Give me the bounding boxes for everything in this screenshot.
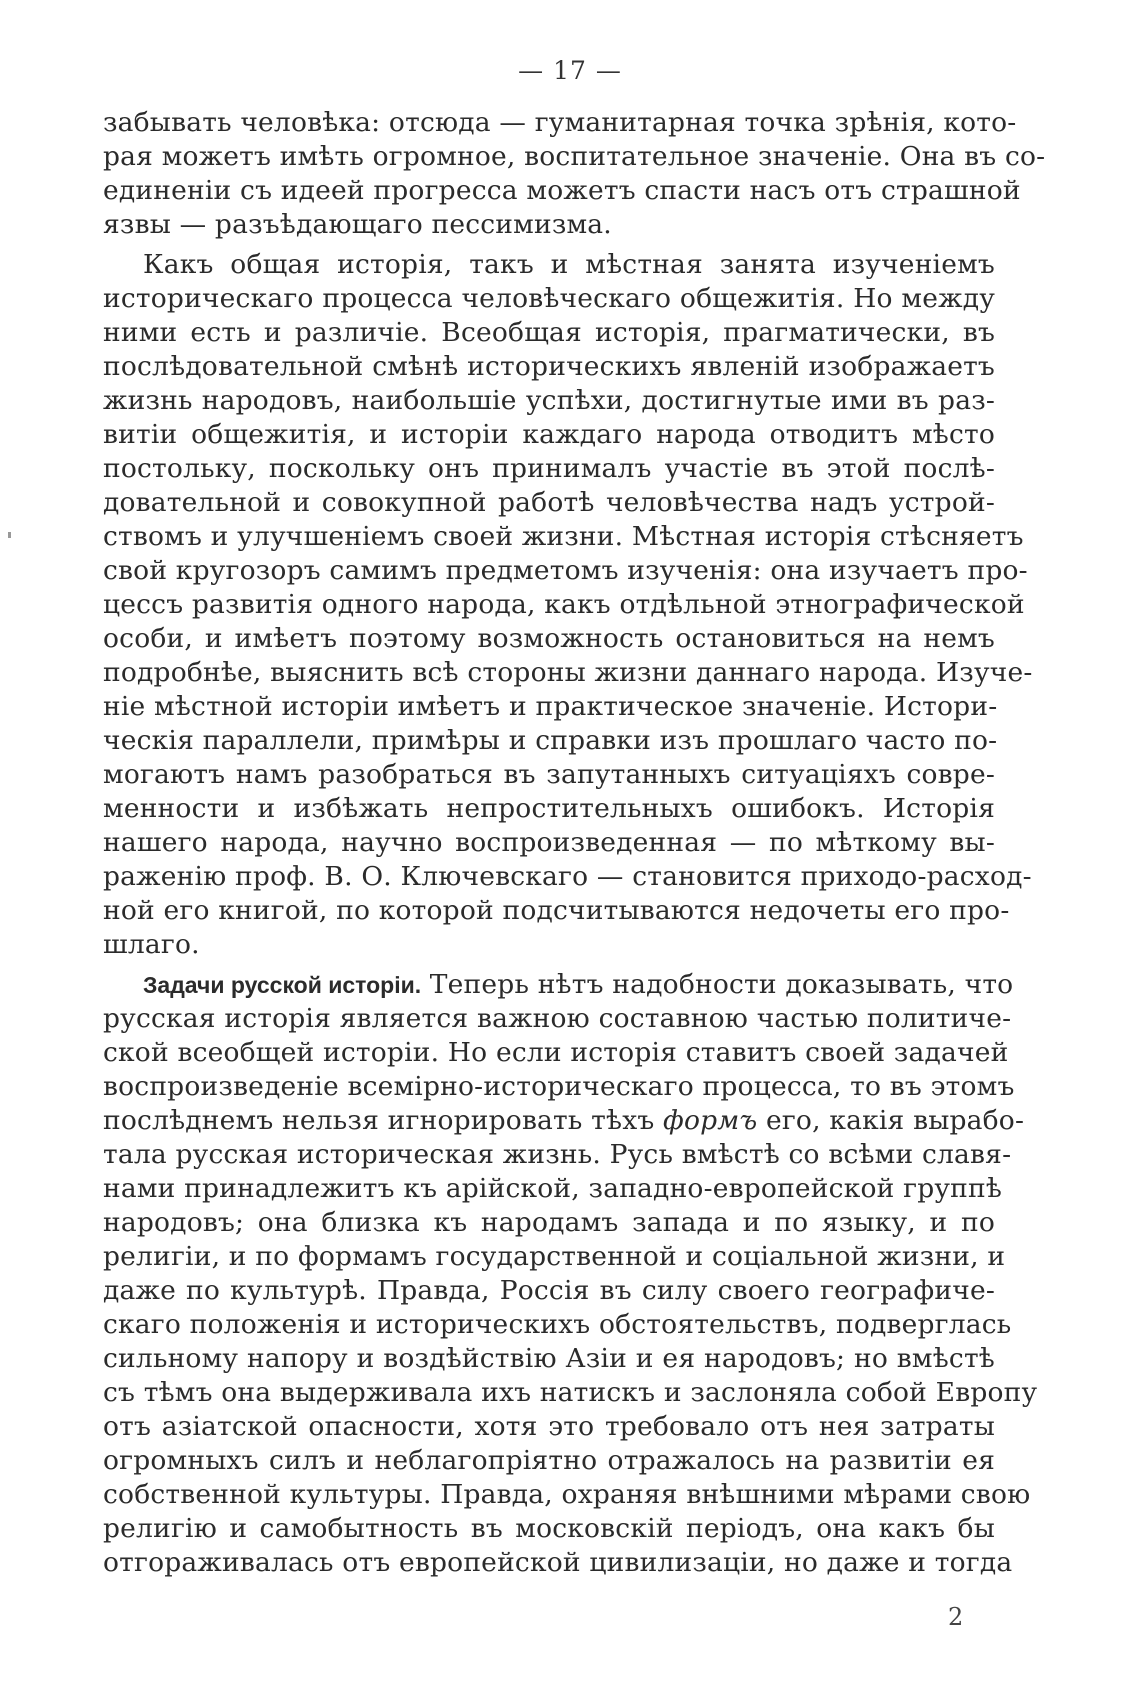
text-line: скаго положенія и историческихъ обстоятельствъ, подверглась <box>103 1309 1012 1340</box>
text-line: историческаго процесса человѣческаго общежитія. Но между <box>103 283 995 314</box>
text-line: религію и самобытность въ московскій періодъ, она какъ бы <box>103 1513 995 1544</box>
text-line: огромныхъ силъ и неблагопріятно отражалось на развитіи ея <box>103 1445 995 1476</box>
italic-term: формъ <box>663 1105 758 1136</box>
margin-mark <box>8 532 11 538</box>
text-line: послѣдовательной смѣнѣ историческихъ явленій изображаетъ <box>103 351 995 382</box>
text-line: язвы — разъѣдающаго пессимизма. <box>103 209 612 240</box>
text-line: ной его книгой, по которой подсчитываются недочеты его про- <box>103 895 1010 926</box>
text-line: воспроизведеніе всемірно-историческаго процесса, то въ этомъ <box>103 1071 1015 1102</box>
text-line: довательной и совокупной работѣ человѣчества надъ устрой- <box>103 487 995 518</box>
text-line: раженію проф. В. О. Ключевскаго — становится приходо-расход- <box>103 861 1032 892</box>
signature-mark: 2 <box>948 1603 964 1631</box>
text-line: ской всеобщей исторіи. Но если исторія ставитъ своей задачей <box>103 1037 1009 1068</box>
text-line: отгораживалась отъ европейской цивилизаціи, но даже и тогда <box>103 1547 1013 1578</box>
text-line: нами принадлежитъ къ арійской, западно-европейской группѣ <box>103 1173 1003 1204</box>
text-line: религіи, и по формамъ государственной и соціальной жизни, и <box>103 1241 1006 1272</box>
section-heading: Задачи русской исторіи. <box>143 972 422 998</box>
text-line: жизнь народовъ, наибольшіе успѣхи, достигнутые ими въ раз- <box>103 385 995 416</box>
body-text <box>103 106 1046 1580</box>
text-span: послѣднемъ нельзя игнорировать тѣхъ <box>103 1105 664 1136</box>
text-line: отъ азіатской опасности, хотя это требовало отъ нея затраты <box>103 1411 995 1442</box>
text-line: ніе мѣстной исторіи имѣетъ и практическое значеніе. Истори- <box>103 691 998 722</box>
paragraph-1 <box>103 106 1046 242</box>
text-line: тала русская историческая жизнь. Русь вмѣстѣ со всѣми славя- <box>103 1139 1012 1170</box>
paragraph-3 <box>103 968 1038 1580</box>
text-line: Какъ общая исторія, такъ и мѣстная занята изученіемъ <box>143 249 995 280</box>
text-line: ними есть и различіе. Всеобщая исторія, прагматически, въ <box>103 317 995 348</box>
text-line: особи, и имѣетъ поэтому возможность остановиться на немъ <box>103 623 995 654</box>
text-line: цессъ развитія одного народа, какъ отдѣльной этнографической <box>103 589 1025 620</box>
text-line: забывать человѣка: отсюда — гуманитарная точка зрѣнія, кото- <box>103 107 1017 138</box>
text-line: шлаго. <box>103 929 200 960</box>
text-line: съ тѣмъ она выдерживала ихъ натискъ и заслоняла собой Европу <box>103 1377 1038 1408</box>
page-number: — 17 — <box>518 56 622 85</box>
text-line: собственной культуры. Правда, охраняя внѣшними мѣрами свою <box>103 1479 1031 1510</box>
text-line: менности и избѣжать непростительныхъ ошибокъ. Исторія <box>103 793 995 824</box>
text-line <box>103 968 1014 1002</box>
text-line <box>103 1104 1025 1138</box>
text-line: ствомъ и улучшеніемъ своей жизни. Мѣстная исторія стѣсняетъ <box>103 521 1024 552</box>
text-line: русская исторія является важною составною частью политиче- <box>103 1003 1012 1034</box>
text-line: нашего народа, научно воспроизведенная — по мѣткому вы- <box>103 827 995 858</box>
text-line: сильному напору и воздѣйствію Азіи и ея народовъ; но вмѣстѣ <box>103 1343 995 1374</box>
text-line: подробнѣе, выяснить всѣ стороны жизни даннаго народа. Изуче- <box>103 657 1033 688</box>
text-line: могаютъ намъ разобраться въ запутанныхъ ситуаціяхъ совре- <box>103 759 995 790</box>
text-line: рая можетъ имѣть огромное, воспитательное значеніе. Она въ со- <box>103 141 1046 172</box>
text-line: единеніи съ идеей прогресса можетъ спасти насъ отъ страшной <box>103 175 1021 206</box>
text-line: народовъ; она близка къ народамъ запада и по языку, и по <box>103 1207 995 1238</box>
paragraph-2 <box>103 248 1033 962</box>
text-span: Теперь нѣтъ надобности доказывать, что <box>421 969 1014 1000</box>
text-span: его, какія вырабо- <box>757 1105 1025 1136</box>
text-line: ческія параллели, примѣры и справки изъ прошлаго часто по- <box>103 725 998 756</box>
text-line: витіи общежитія, и исторіи каждаго народа отводитъ мѣсто <box>103 419 995 450</box>
text-line: постольку, поскольку онъ принималъ участіе въ этой послѣ- <box>103 453 995 484</box>
text-line: свой кругозоръ самимъ предметомъ изученія: она изучаетъ про- <box>103 555 1028 586</box>
text-line: даже по культурѣ. Правда, Россія въ силу своего географиче- <box>103 1275 995 1306</box>
